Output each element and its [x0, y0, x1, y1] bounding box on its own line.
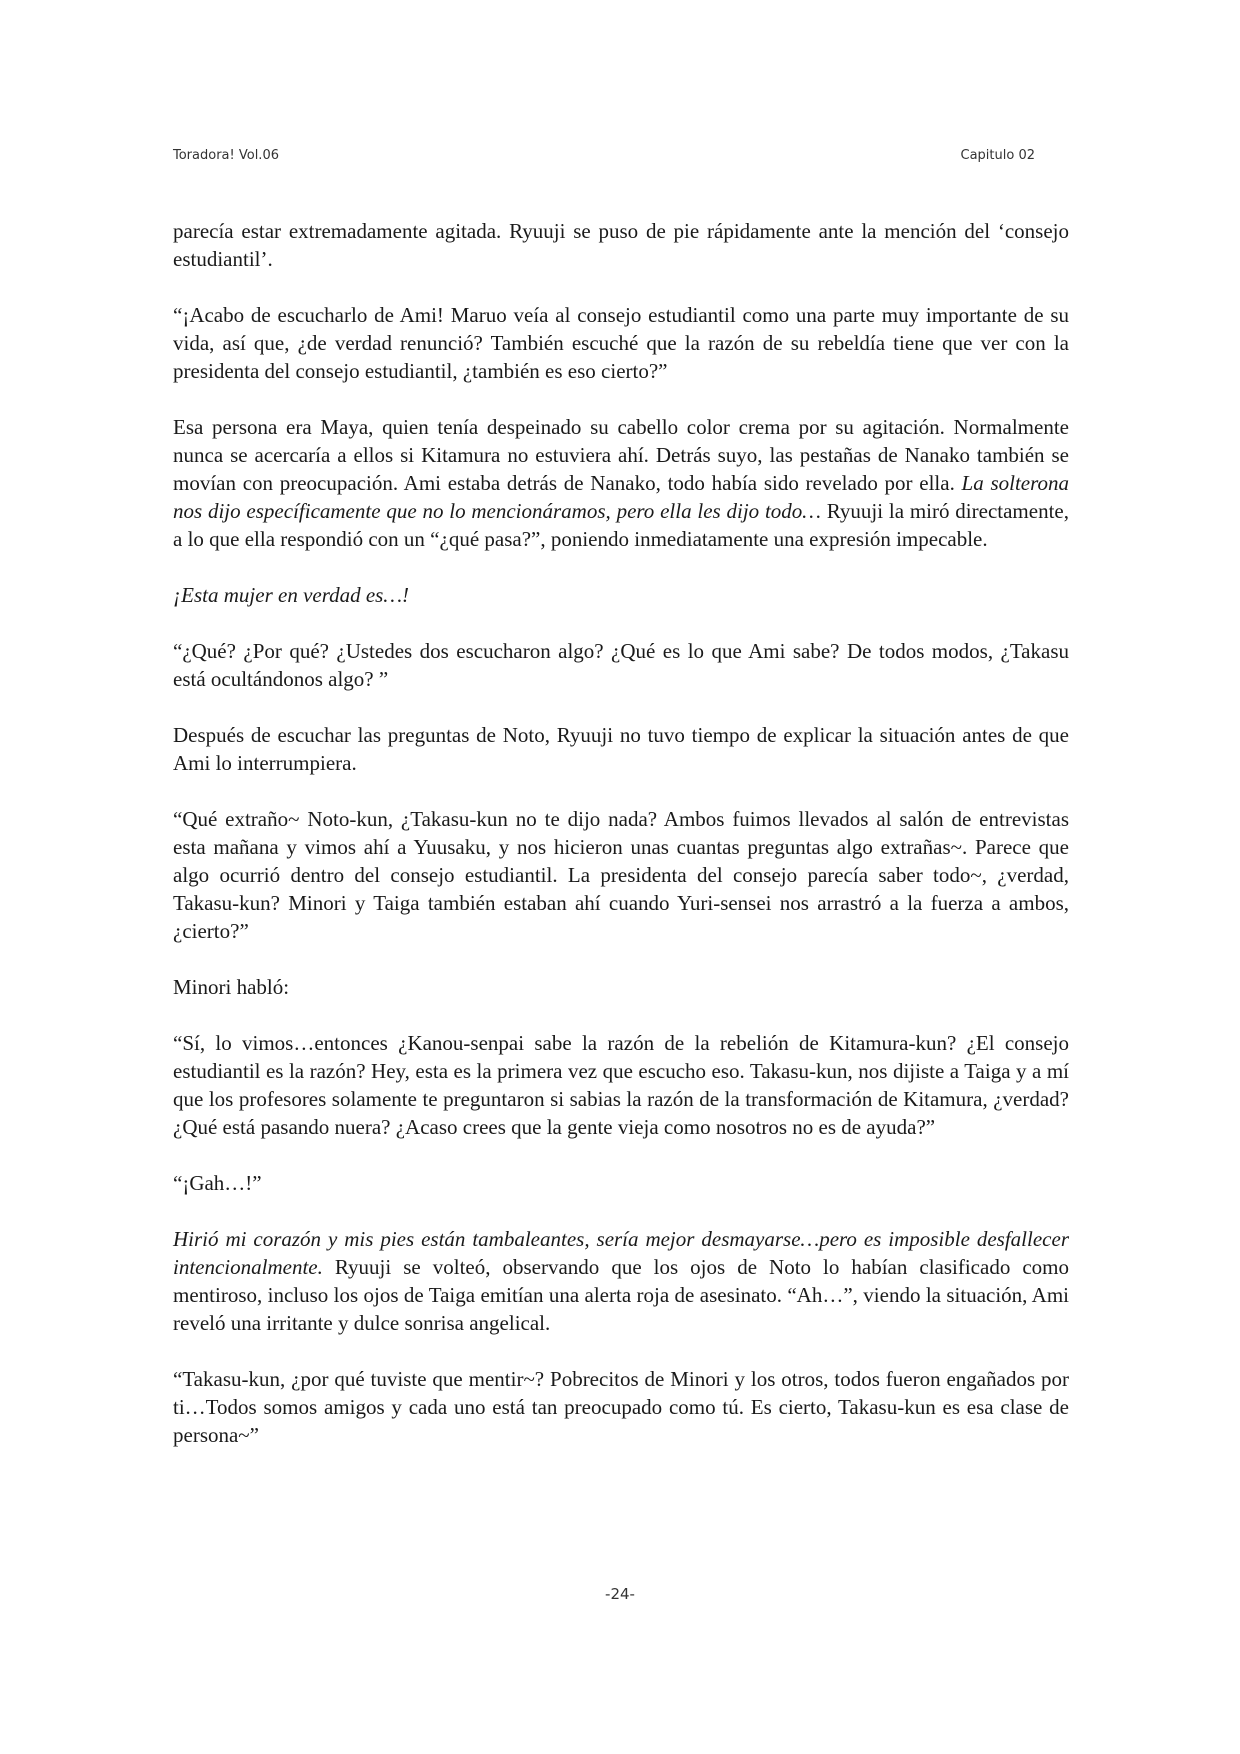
paragraph-4-italic: ¡Esta mujer en verdad es…! — [173, 583, 410, 607]
paragraph-5: “¿Qué? ¿Por qué? ¿Ustedes dos escucharon algo? ¿Qué es lo que Ami sabe? De todos modos, ¿Takasu está ocultándonos algo? ” — [173, 639, 1069, 691]
paragraph-8: Minori habló: — [173, 975, 290, 999]
paragraph-1: parecía estar extremadamente agitada. Ryuuji se puso de pie rápidamente ante la mención del ‘consejo estudiantil’. — [173, 219, 1069, 271]
paragraph-3-text-b: Ryuuji la miró directamente, a lo que ella respondió con un “¿qué pasa?”, poniendo inmediatamente una expresión impecable. — [173, 499, 1069, 551]
paragraph-3 — [173, 413, 1069, 553]
page-number: -24- — [605, 1585, 635, 1603]
paragraph-11-text-b: Ryuuji se volteó, observando que los ojos de Noto lo habían clasificado como mentiroso, incluso los ojos de Taiga emitían una alerta roja de asesinato. “Ah…”, viendo la situación, Ami reveló una irritante y dulce sonrisa angelical. — [173, 1255, 1069, 1335]
paragraph-9: “Sí, lo vimos…entonces ¿Kanou-senpai sabe la razón de la rebelión de Kitamura-kun? ¿El consejo estudiantil es la razón? Hey, esta es la primera vez que escucho eso. Takasu-kun, nos dijiste a Taiga y a mí que los profesores solamente te preguntaron si sabias la razón de la transformación de Kitamura, ¿verdad? ¿Qué está pasando nuera? ¿Acaso crees que la gente vieja como nosotros no es de ayuda?” — [173, 1031, 1069, 1139]
paragraph-3-text-a: Esa persona era Maya, quien tenía despeinado su cabello color crema por su agitación. Normalmente nunca se acercaría a ellos si Kitamura no estuviera ahí. Detrás suyo, las pestañas de Nanako también se movían con preocupación. Ami estaba detrás de Nanako, todo había sido revelado por ella. — [173, 415, 1069, 495]
paragraph-10: “¡Gah…!” — [173, 1171, 262, 1195]
paragraph-2: “¡Acabo de escucharlo de Ami! Maruo veía al consejo estudiantil como una parte muy importante de su vida, así que, ¿de verdad renunció? También escuché que la razón de su rebeldía tiene que ver con la presidenta del consejo estudiantil, ¿también es eso cierto?” — [173, 303, 1069, 383]
running-header — [173, 148, 1035, 168]
header-book-title: Toradora! Vol.06 — [173, 148, 279, 163]
paragraph-3-italic: La solterona nos dijo específicamente que no lo mencionáramos, pero ella les dijo todo… — [173, 471, 1069, 523]
paragraph-4 — [173, 581, 1069, 609]
header-chapter: Capitulo 02 — [960, 148, 1035, 163]
paragraph-12: “Takasu-kun, ¿por qué tuviste que mentir~? Pobrecitos de Minori y los otros, todos fueron engañados por ti…Todos somos amigos y cada uno está tan preocupado como tú. Es cierto, Takasu-kun es esa clase de persona~” — [173, 1367, 1069, 1447]
paragraph-7: “Qué extraño~ Noto-kun, ¿Takasu-kun no te dijo nada? Ambos fuimos llevados al salón de entrevistas esta mañana y vimos ahí a Yuusaku, y nos hicieron unas cuantas preguntas algo extrañas~. Parece que algo ocurrió dentro del consejo estudiantil. La presidenta del consejo parecía saber todo~, ¿verdad, Takasu-kun? Minori y Taiga también estaban ahí cuando Yuri-sensei nos arrastró a la fuerza a ambos, ¿cierto?” — [173, 807, 1069, 943]
body-text — [173, 217, 1069, 1477]
paragraph-11-italic: Hirió mi corazón y mis pies están tambaleantes, sería mejor desmayarse…pero es imposible desfallecer intencionalmente. — [173, 1227, 1069, 1279]
paragraph-11 — [173, 1225, 1069, 1337]
paragraph-6: Después de escuchar las preguntas de Noto, Ryuuji no tuvo tiempo de explicar la situación antes de que Ami lo interrumpiera. — [173, 723, 1069, 775]
